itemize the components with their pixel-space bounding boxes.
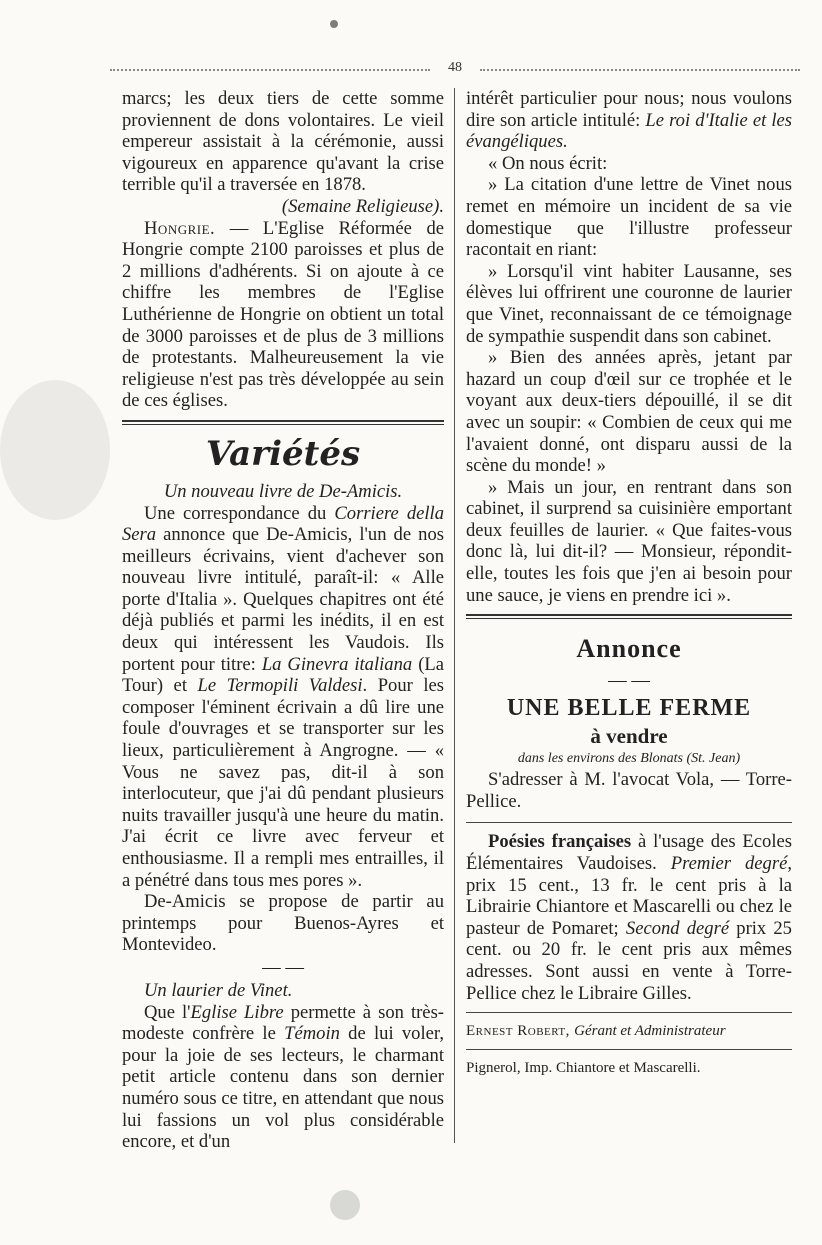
text: Second degré (625, 917, 730, 939)
text: à l'usage des Ecoles Élémentaires Vaudoises. (466, 831, 792, 875)
text: , prix 15 cent., 13 fr. le cent pris à la Librairie Chiantore et Mascarelli ou chez le pasteur de Pomaret; (466, 853, 792, 939)
text: (La Tour) et (122, 653, 444, 697)
text: de lui voler, pour la joie de ses lecteurs, le charmant petit article contenu dans son dernier numéro sous ce titre, en attendant que nous lui fassions un vol plus considérable encore, et d'un (122, 1023, 444, 1153)
text: Une correspondance du (144, 502, 335, 524)
text: Premier degré (670, 853, 788, 875)
section-label: Hongrie. (144, 217, 216, 239)
imprint-rule (466, 1049, 792, 1050)
text: prix 25 cent. ou 20 fr. le cent pris aux mêmes adresses. Sont aussi en vente à Torre-Pellice chez le Libraire Gilles. (466, 917, 792, 1004)
text: Poésies françaises (488, 831, 632, 853)
paragraph: » La citation d'une lettre de Vinet nous remet en mémoire un incident de sa vie domestique que l'illustre professeur racontait en riant: (466, 174, 792, 261)
ad-subheadline: à vendre (590, 724, 668, 749)
text: Eglise Libre (190, 1001, 284, 1023)
paper-stain (330, 1190, 360, 1220)
paragraph: » Mais un jour, en rentrant dans son cabinet, il surprend sa cuisinière emportant deux feuilles de laurier. « Que faites-vous donc là, lui dit-il? — Monsieur, répondit-elle, toutes les fois que j'en ai besoin pour une sauce, je viens en prendre ici ». (466, 476, 792, 606)
paragraph: marcs; les deux tiers de cette somme proviennent de dons volontaires. Le vieil empereur assistait à la cérémonie, aussi vigoureux en apparence qu'avant la crise terrible qu'il a traversée en 1878. (122, 88, 444, 196)
header-dotted-rule-left (110, 69, 430, 71)
paragraph-de-amicis (122, 503, 444, 892)
imprint-printer: Pignerol, Imp. Chiantore et Mascarelli. (466, 1060, 701, 1077)
text: Que l' (144, 1001, 191, 1023)
ink-speck (330, 20, 338, 28)
text: Gérant et Administrateur (574, 1023, 726, 1040)
left-column (122, 88, 444, 1153)
annonce-heading: Annonce (576, 634, 682, 664)
right-column (466, 88, 792, 1078)
page-number: 48 (448, 60, 462, 75)
ad-headline: UNE BELLE FERME (506, 695, 752, 722)
text: intérêt particulier pour nous; nous voulons dire son article intitulé: (466, 88, 792, 131)
paragraph: « On nous écrit: (488, 152, 608, 174)
paper-stain (0, 380, 110, 520)
article-subheading (122, 980, 444, 1002)
page-number-header (110, 60, 800, 76)
paragraph: De-Amicis se propose de partir au printemps pour Buenos-Ayres et Montevideo. (122, 891, 444, 956)
text: Le Termopili Valdesi (197, 675, 363, 697)
column-divider (454, 88, 455, 1143)
source-signature: (Semaine Religieuse). (281, 195, 444, 217)
paragraph-hongrie (122, 218, 444, 412)
ad-rule (466, 822, 792, 823)
text: annonce que De-Amicis, l'un de nos meilleurs écrivains, vient d'achever son nouveau livre intitulé, paraît-il: « Alle porte d'Italia ». Quelques chapitres ont été déjà publiés et parmi les inédits, il en est deux qui intéressent les Vaudois. Ils portent pour titre: (122, 524, 444, 675)
text: . Pour les composer l'éminent écrivain a dû lire une foule d'ouvrages et se transporter sur les lieux, particulièrement à Angrogne. — « Vous ne savez pas, dit-il à son interlocuteur, que j'ai dû pendant plusieurs nuits travailler jusqu'à une heure du matin. J'ai écrit ce livre avec ferveur et enthousiasme. Il a rempli mes entrailles, il a pénétré dans tous mes pores ». (122, 675, 444, 891)
small-separator: — — (608, 670, 650, 692)
imprint-rule (466, 1012, 792, 1013)
varietes-heading: Variétés (205, 433, 361, 474)
article-subheading: Un nouveau livre de De-Amicis. (163, 480, 403, 502)
text: Témoin (284, 1023, 340, 1045)
text: Un laurier de Vinet. (144, 979, 293, 1001)
paragraph: » Lorsqu'il vint habiter Lausanne, ses élèves lui offrirent une couronne de laurier que Vinet, reconnaissant de ce témoignage de sympathie suspendit dans son cabinet. (466, 260, 792, 347)
paragraph (466, 88, 792, 153)
imprint-manager (466, 1021, 792, 1041)
paragraph-text: — L'Eglise Réformée de Hongrie compte 2100 paroisses et plus de 2 millions d'adhérents. Si on ajoute à ce chiffre les membres de l'Eglise Luthérienne de Hongrie on obtient un total de 3000 paroisses et de plus de 3 millions de protestants. Malheureusement la vie religieuse n'est pas très développée au sein de ces églises. (122, 217, 444, 412)
header-dotted-rule-right (480, 69, 800, 71)
ad-contact: S'adresser à M. l'avocat Vola, — Torre-Pellice. (466, 769, 792, 812)
ad-poesies (466, 831, 792, 1004)
paragraph-vinet-intro (122, 1002, 444, 1153)
text: Corriere della Sera (122, 502, 445, 546)
ad-location: dans les environs des Blonats (St. Jean) (517, 751, 741, 767)
text: Le roi d'Italie et les évangéliques. (466, 109, 792, 153)
paragraph: » Bien des années après, jetant par hazard un coup d'œil sur ce trophée et le voyant aux deux-tiers dépouillé, il se dit avec un soupir: « Combien de ceux qui me l'avaient donné, ont disparu aussi de la scène du monde! » (466, 347, 792, 477)
section-rule (122, 420, 444, 425)
text: Ernest Robert, (466, 1023, 575, 1040)
small-separator: — — (262, 956, 304, 978)
text: La Ginevra italiana (261, 653, 413, 675)
section-rule (466, 614, 792, 619)
text: permette à son très-modeste confrère le (122, 1001, 444, 1045)
